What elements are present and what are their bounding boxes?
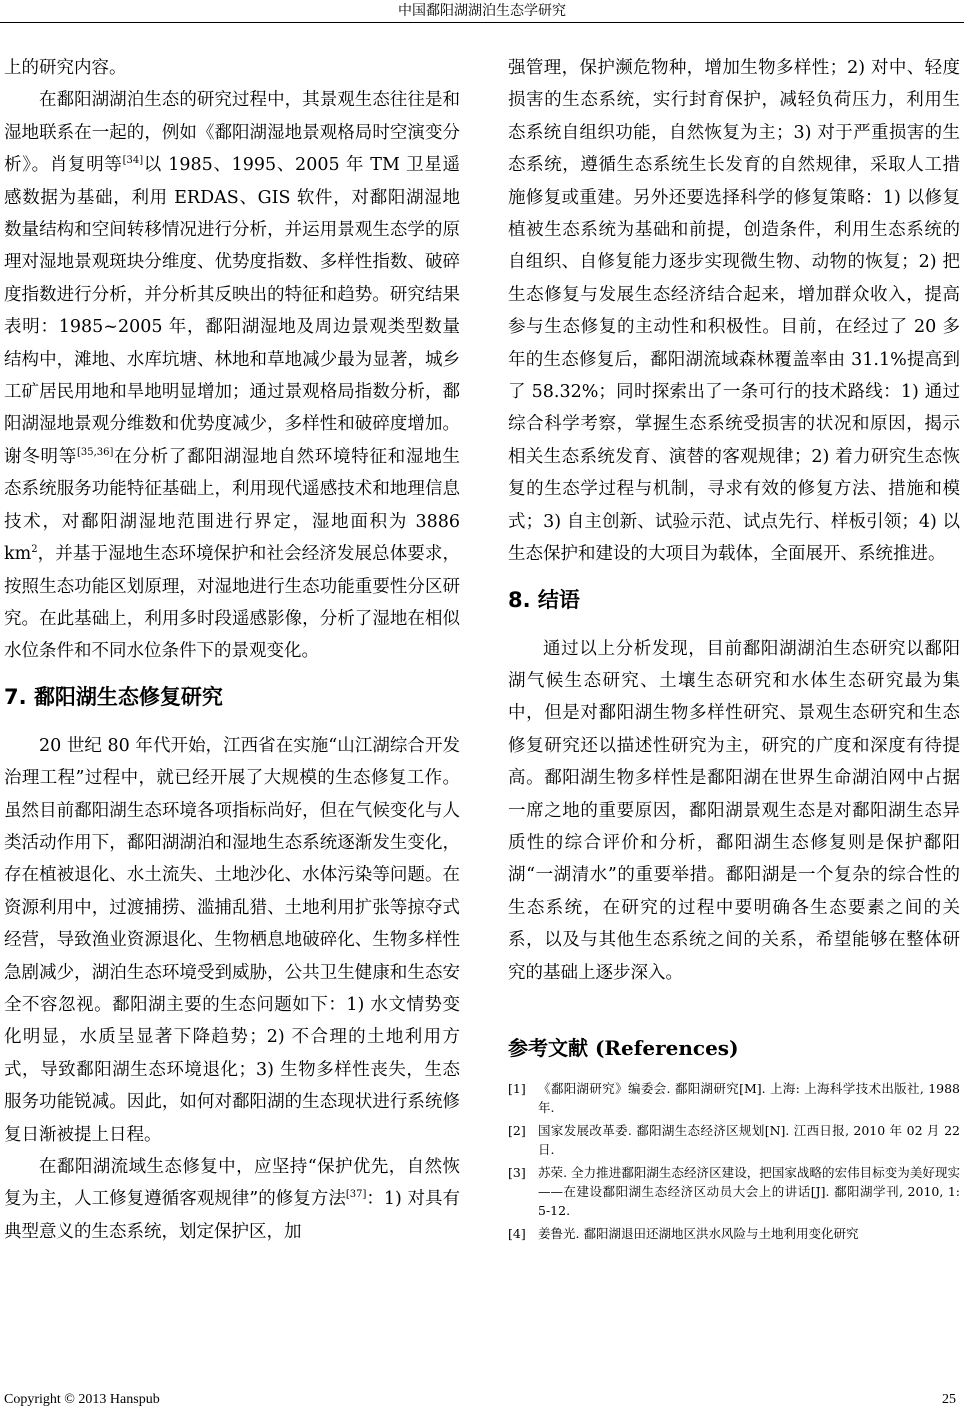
left-column: [4, 52, 460, 1248]
section-heading-7: 7. 鄱阳湖生态修复研究: [4, 684, 223, 709]
reference-text: 姜鲁光. 鄱阳湖退田还湖地区洪水风险与土地利用变化研究: [538, 1225, 859, 1241]
references-title: 参考文献 (References): [508, 1035, 739, 1060]
page-number: 25: [942, 1392, 956, 1407]
footer-copyright: Copyright © 2013 Hanspub: [4, 1392, 160, 1407]
header-title: 中国鄱阳湖湖泊生态学研究: [398, 3, 566, 19]
paragraph-restoration: 20 世纪 80 年代开始，江西省在实施“山江湖综合开发治理工程”过程中，就已经开展了大规模的生态修复工作。虽然目前鄱阳湖生态环境各项指标尚好，但在气候变化与人类活动作用下，鄱阳湖湖泊和湿地生态系统逐渐发生变化，存在植被退化、水土流失、土地沙化、水体污染等问题。在资源利用中，过渡捕捞、滥捕乱猎、土地利用扩张等掠夺式经营，导致渔业资源退化、生物栖息地破碎化、生物多样性急剧减少，湖泊生态环境受到威胁，公共卫生健康和生态安全不容忽视。鄱阳湖主要的生态问题如下：1) 水文情势变化明显，水质呈显著下降趋势；2) 不合理的土地利用方式，导致鄱阳湖生态环境退化；3) 生物多样性丧失，生态服务功能锐减。因此，如何对鄱阳湖的生态现状进行系统修复日渐被提上日程。: [4, 735, 460, 1145]
citation-ref: [34]: [122, 155, 144, 167]
reference-item: [508, 1079, 960, 1117]
reference-item: [508, 1163, 960, 1220]
text-run: 以 1985、1995、2005 年 TM 卫星遥感数据为基础，利用 ERDAS、GIS 软件，对鄱阳湖湿地数量结构和空间转移情况进行分析，并运用景观生态学的原理对湿地景观斑块分维度、优势度指数、多样性指数、破碎度指数进行分析，并分析其反映出的特征和趋势。研究结果表明：1985~2005 年，鄱阳湖湿地及周边景观类型数量结构中，滩地、水库坑塘、林地和草地减少最为显著，城乡工矿居民用地和旱地明显增加；通过景观格局指数分析，鄱阳湖湿地景观分维数和优势度减少，多样性和破碎度增加。谢冬明等: [4, 155, 461, 467]
paragraph-restoration-methods: [4, 1151, 460, 1248]
reference-number: [4]: [508, 1225, 526, 1241]
running-header: [0, 0, 964, 23]
section-heading-8: 8. 结语: [508, 587, 580, 612]
text-run: ，并基于湿地生态环境保护和社会经济发展总体要求，按照生态功能区划原理，对湿地进行生态功能重要性分区研究。在此基础上，利用多时段遥感影像，分析了湿地在相似水位条件和不同水位条件下的景观变化。: [4, 544, 460, 662]
reference-number: [2]: [508, 1122, 526, 1138]
reference-item: [508, 1224, 960, 1243]
reference-list: [508, 1079, 960, 1243]
text-run: 在分析了鄱阳湖湿地自然环境特征和湿地生态系统服务功能特征基础上，利用现代遥感技术和地理信息技术，对鄱阳湖湿地范围进行界定，湿地面积为 3886 km: [4, 446, 460, 565]
paragraph-continued: 上的研究内容。: [4, 58, 127, 78]
citation-ref: [37]: [345, 1189, 367, 1201]
citation-ref: [35,36]: [76, 447, 114, 459]
superscript-exponent: 2: [31, 544, 38, 556]
reference-item: [508, 1121, 960, 1159]
reference-number: [3]: [508, 1164, 526, 1180]
reference-text: 《鄱阳湖研究》编委会. 鄱阳湖研究[M]. 上海: 上海科学技术出版社, 1988 年.: [538, 1080, 960, 1115]
text-run: ：1) 对具有典型意义的生态系统，划定保护区，加: [4, 1189, 460, 1242]
paragraph-landscape-ecology: [4, 84, 460, 667]
reference-text: 国家发展改革委. 鄱阳湖生态经济区规划[N]. 江西日报, 2010 年 02 月 22 日.: [538, 1122, 960, 1157]
reference-number: [1]: [508, 1080, 526, 1096]
text-run: 在鄱阳湖湖泊生态的研究过程中，其景观生态往往是和湿地联系在一起的，例如《鄱阳湖湿地景观格局时空演变分析》。肖复明等: [4, 90, 460, 176]
text-run: 在鄱阳湖流域生态修复中，应坚持“保护优先，自然恢复为主，人工修复遵循客观规律”的修复方法: [4, 1157, 460, 1210]
paragraph-conclusion: 通过以上分析发现，目前鄱阳湖湖泊生态研究以鄱阳湖气候生态研究、土壤生态研究和水体生态研究最为集中，但是对鄱阳湖生物多样性研究、景观生态研究和生态修复研究还以描述性研究为主，研究的广度和深度有待提高。鄱阳湖生物多样性是鄱阳湖在世界生命湖泊网中占据一席之地的重要原因，鄱阳湖景观生态是对鄱阳湖生态异质性的综合评价和分析，鄱阳湖生态修复则是保护鄱阳湖“一湖清水”的重要举措。鄱阳湖是一个复杂的综合性的生态系统，在研究的过程中要明确各生态要素之间的关系，以及与其他生态系统之间的关系，希望能够在整体研究的基础上逐步深入。: [508, 638, 960, 983]
reference-text: 苏荣. 全力推进鄱阳湖生态经济区建设，把国家战略的宏伟目标变为美好现实——在建设鄱阳湖生态经济区动员大会上的讲话[J]. 鄱阳湖学刊, 2010, 1: 5-12.: [538, 1164, 960, 1218]
right-column: [508, 52, 960, 1247]
paragraph-restoration-continued: 强管理，保护濒危物种，增加生物多样性；2) 对中、轻度损害的生态系统，实行封育保护，减轻负荷压力，利用生态系统自组织功能，自然恢复为主；3) 对于严重损害的生态系统，遵循生态系统生长发育的自然规律，采取人工措施修复或重建。另外还要选择科学的修复策略：1) 以修复植被生态系统为基础和前提，创造条件，利用生态系统的自组织、自修复能力逐步实现微生物、动物的恢复；2) 把生态修复与发展生态经济结合起来，增加群众收入，提高参与生态修复的主动性和积极性。目前，在经过了 20 多年的生态修复后，鄱阳湖流域森林覆盖率由 31.1%提高到了 58.32%；同时探索出了一条可行的技术路线：1) 通过综合科学考察，掌握生态系统受损害的状况和原因，揭示相关生态系统发育、演替的客观规律；2) 着力研究生态恢复的生态学过程与机制，寻求有效的修复方法、措施和模式；3) 自主创新、试验示范、试点先行、样板引领；4) 以生态保护和建设的大项目为载体，全面展开、系统推进。: [508, 58, 960, 565]
